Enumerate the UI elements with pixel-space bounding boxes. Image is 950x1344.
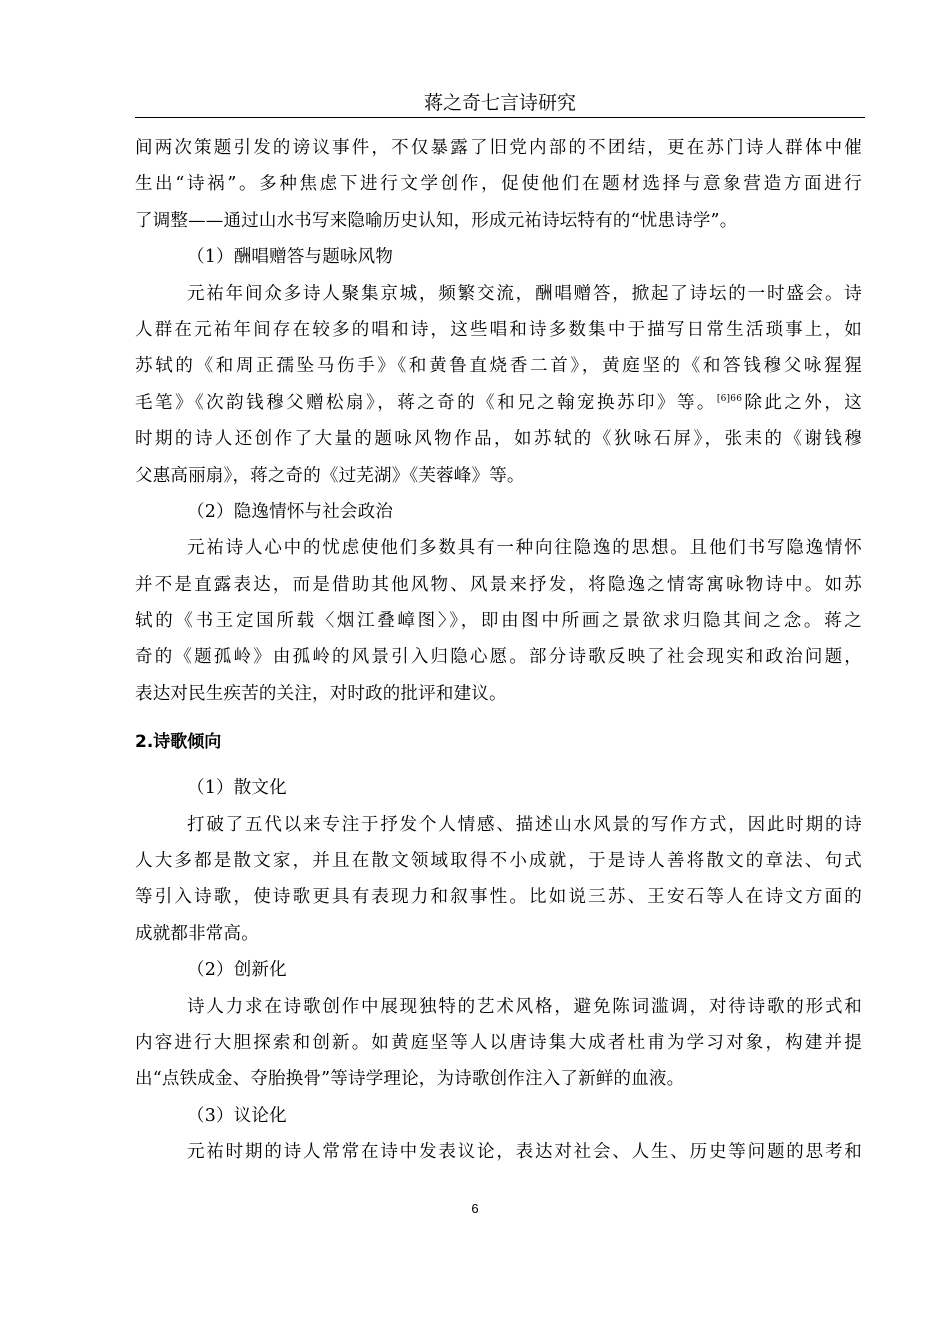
paragraph-line: 苏轼的《和周正孺坠马伤手》《和黄鲁直烧香二首》，黄庭坚的《和答钱穆父咏猩猩 (135, 356, 862, 377)
paragraph-line: 轼的《书王定国所载〈烟江叠嶂图〉》，即由图中所画之景欲求归隐其间之念。蒋之 (135, 611, 862, 632)
paragraph-line: 内容进行大胆探索和创新。如黄庭坚等人以唐诗集大成者杜甫为学习对象，构建并提 (135, 1032, 862, 1053)
paragraph-line: 人大多都是散文家，并且在散文领域取得不小成就，于是诗人善将散文的章法、句式 (135, 851, 862, 872)
paragraph-line: 人群在元祐年间存在较多的唱和诗，这些唱和诗多数集中于描写日常生活琐事上，如 (135, 319, 862, 340)
paragraph-line-with-citation (135, 385, 862, 421)
subheading-innovation: （2）创新化 (187, 960, 287, 981)
subheading-prose-style: （1）散文化 (187, 778, 287, 799)
paragraph-line-tail: 除此之外，这 (742, 392, 863, 413)
page-number: 6 (471, 1201, 479, 1216)
paragraph-line: 父惠高丽扇》，蒋之奇的《过芜湖》《芙蓉峰》等。 (135, 465, 525, 486)
subheading-reclusion-politics: （2）隐逸情怀与社会政治 (187, 501, 394, 522)
paragraph-line: 时期的诗人还创作了大量的题咏风物作品，如苏轼的《狄咏石屏》，张耒的《谢钱穆 (135, 429, 862, 450)
paragraph-line: 元祐诗人心中的忧虑使他们多数具有一种向往隐逸的思想。且他们书写隐逸情怀 (187, 538, 862, 559)
paragraph-line: 出“点铁成金、夺胎换骨”等诗学理论，为诗歌创作注入了新鲜的血液。 (135, 1069, 685, 1090)
paragraph-line: 奇的《题孤岭》由孤岭的风景引入归隐心愿。部分诗歌反映了社会现实和政治问题， (135, 647, 862, 668)
body-text (135, 130, 862, 1171)
paragraph-line: 元祐时期的诗人常常在诗中发表议论，表达对社会、人生、历史等问题的思考和 (187, 1142, 862, 1163)
header-rule (135, 117, 865, 118)
paragraph-line: 成就都非常高。 (135, 923, 259, 944)
paragraph-line: 生出“诗祸”。多种焦虑下进行文学创作，促使他们在题材选择与意象营造方面进行 (135, 174, 862, 195)
paragraph-line-text: 毛笔》《次韵钱穆父赠松扇》，蒋之奇的《和兄之翰宠换苏印》等。 (135, 392, 717, 413)
section-heading-poetic-tendency: 2.诗歌倾向 (135, 732, 222, 753)
subheading-argumentation: （3）议论化 (187, 1105, 287, 1126)
subheading-exchange-poems: （1）酬唱赠答与题咏风物 (187, 247, 394, 268)
paragraph-line: 等引入诗歌，使诗歌更具有表现力和叙事性。比如说三苏、王安石等人在诗文方面的 (135, 887, 862, 908)
paragraph-line: 打破了五代以来专注于抒发个人情感、描述山水风景的写作方式，因此时期的诗 (187, 814, 862, 835)
paragraph-line: 元祐年间众多诗人聚集京城，频繁交流，酬唱赠答，掀起了诗坛的一时盛会。诗 (187, 283, 862, 304)
paragraph-line: 间两次策题引发的谤议事件，不仅暴露了旧党内部的不团结，更在苏门诗人群体中催 (135, 138, 862, 158)
running-header-title: 蒋之奇七言诗研究 (423, 92, 576, 114)
paragraph-line: 诗人力求在诗歌创作中展现独特的艺术风格，避免陈词滥调，对待诗歌的形式和 (187, 996, 862, 1017)
paragraph-line: 了调整——通过山水书写来隐喻历史认知，形成元祐诗坛特有的“忧患诗学”。 (135, 210, 738, 231)
paragraph-line: 并不是直露表达，而是借助其他风物、风景来抒发，将隐逸之情寄寓咏物诗中。如苏 (135, 574, 862, 595)
paragraph-line: 表达对民生疾苦的关注，对时政的批评和建议。 (135, 683, 507, 704)
citation-marker: [6]66 (716, 393, 743, 404)
